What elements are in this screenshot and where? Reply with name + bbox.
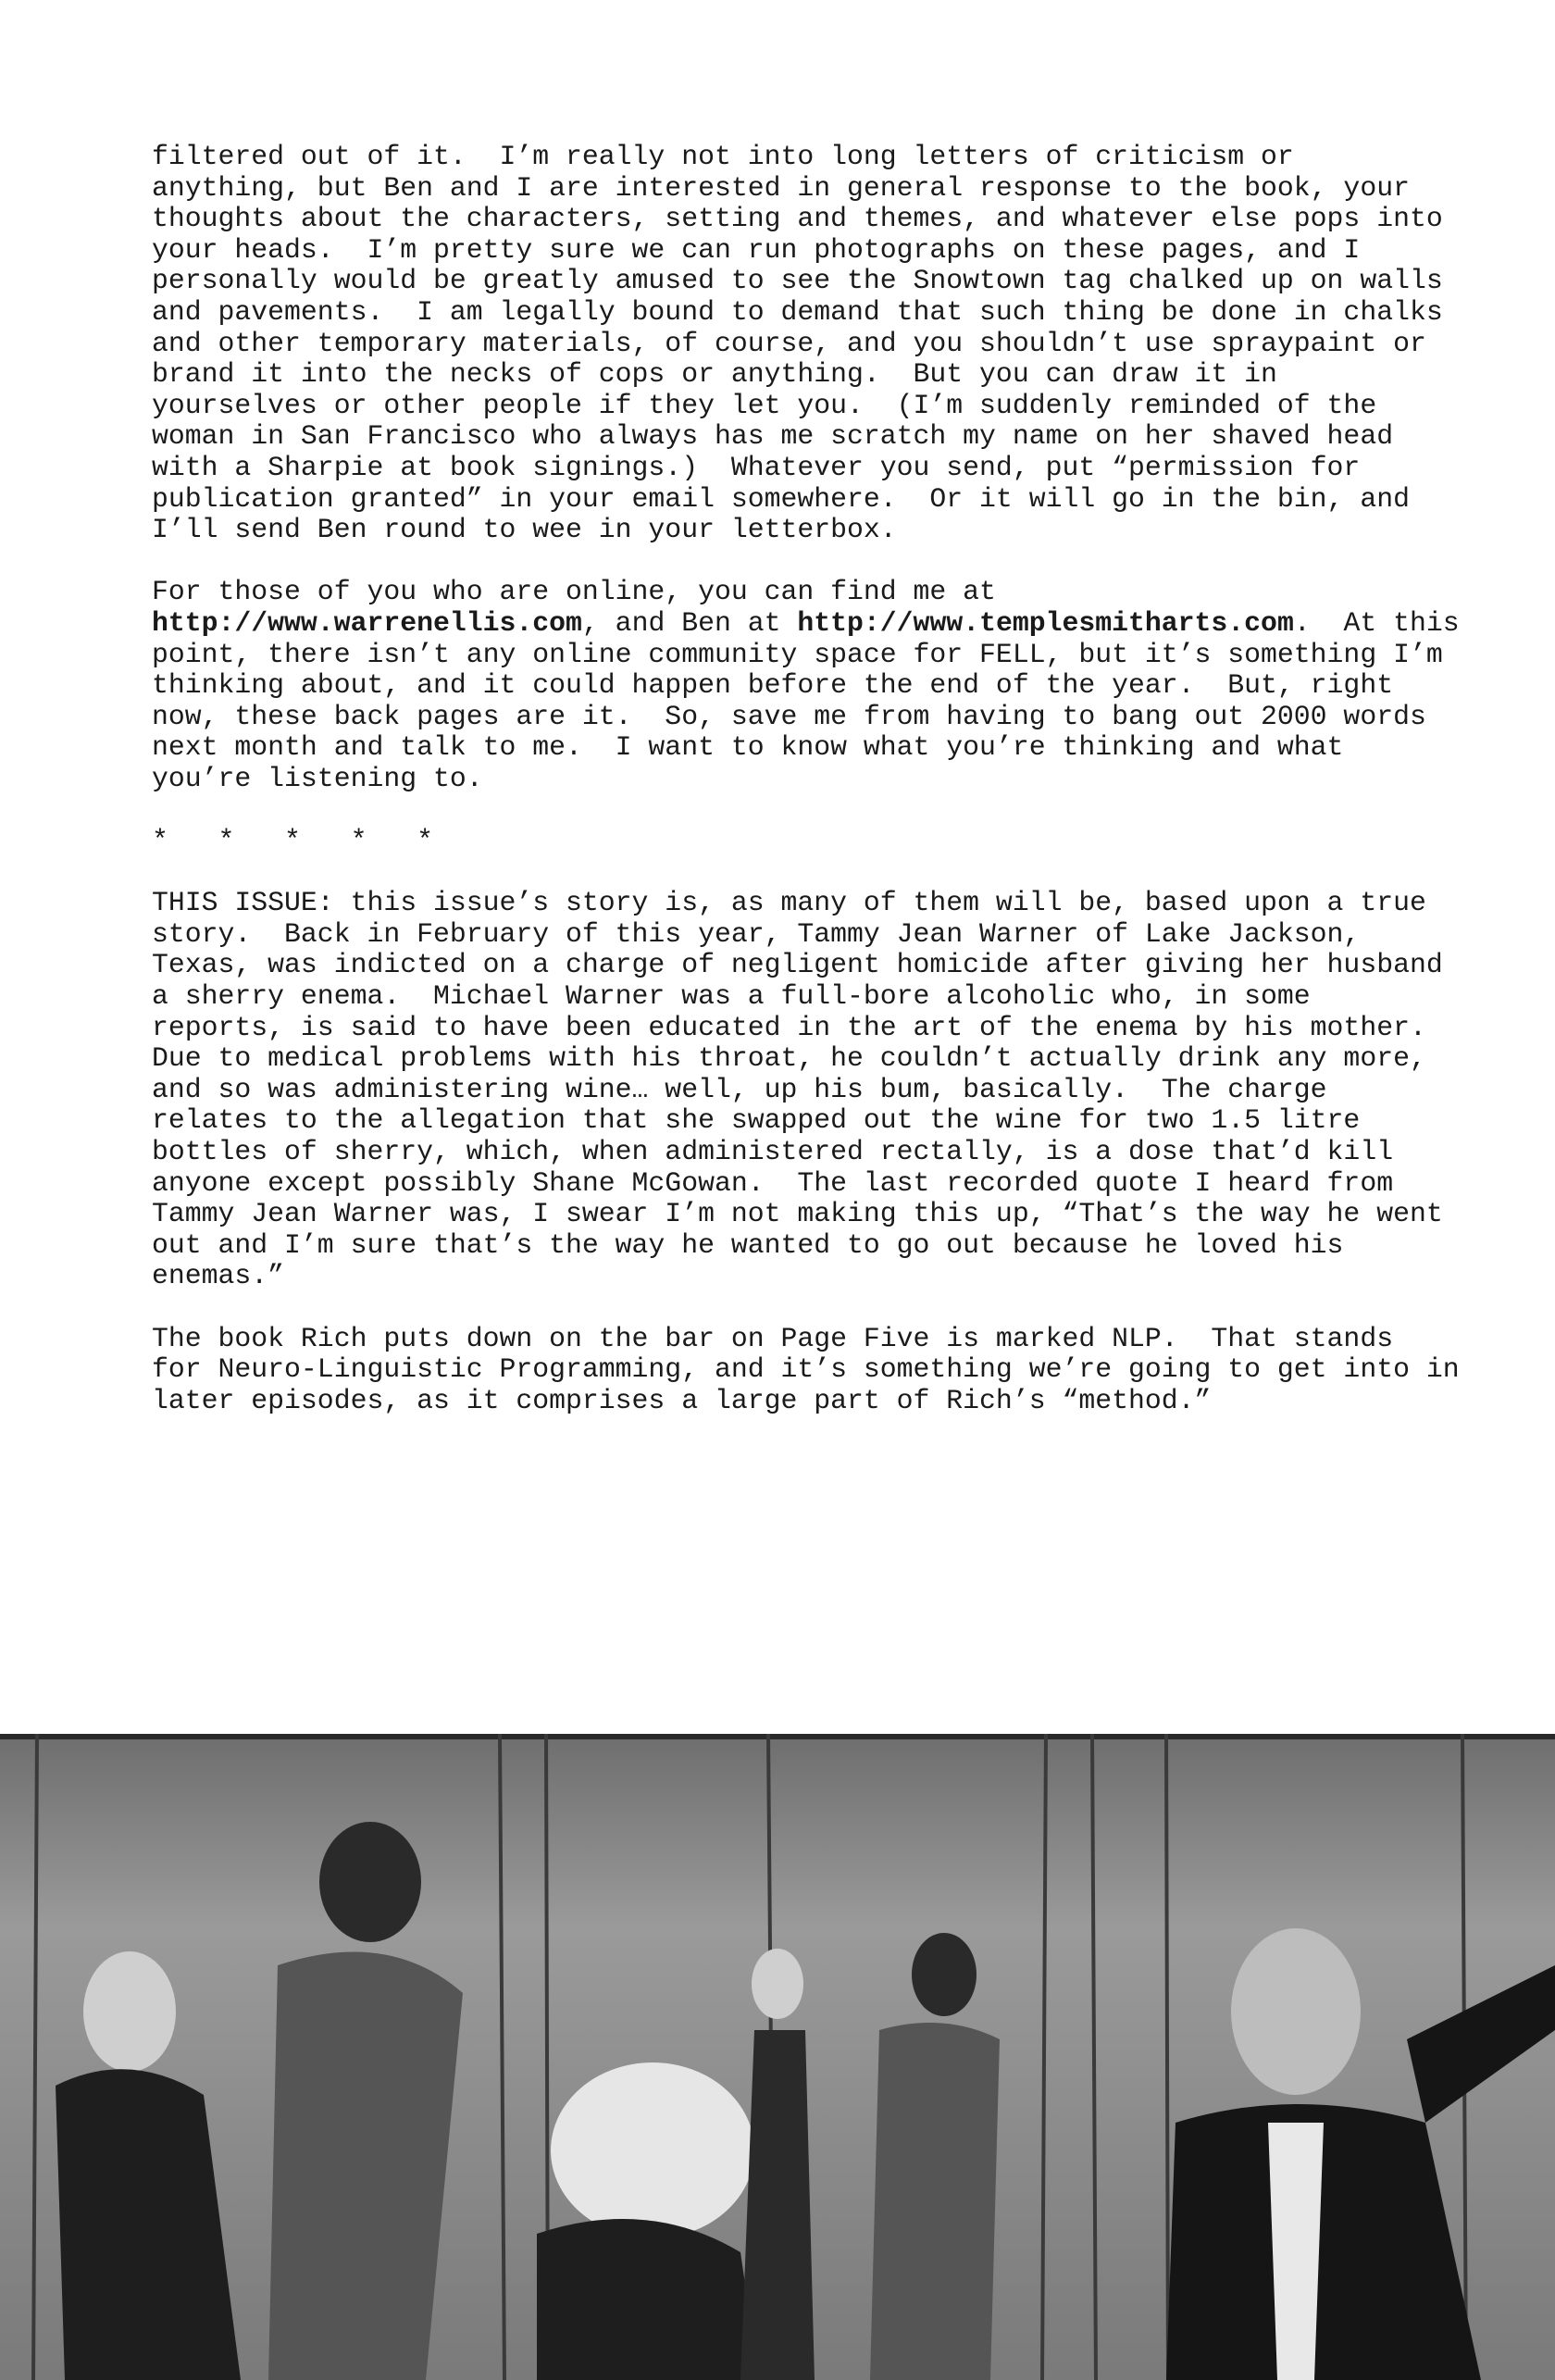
text-line: anyone except possibly Shane McGowan. The last recorded quote I heard from xyxy=(152,1166,1394,1199)
text-line: and so was administering wine… well, up his bum, basically. The charge xyxy=(152,1073,1327,1105)
text-line: yourselves or other people if they let you. (I’m suddenly reminded of the xyxy=(152,389,1377,421)
text-line: story. Back in February of this year, Tammy Jean Warner of Lake Jackson, xyxy=(152,917,1361,950)
text-line-with-links xyxy=(152,608,1540,640)
text-line: you’re listening to. xyxy=(152,762,483,794)
text-line: thoughts about the characters, setting and themes, and whatever else pops into xyxy=(152,203,1443,235)
text-line: enemas.” xyxy=(152,1260,285,1292)
text-line: bottles of sherry, which, when administered rectally, is a dose that’d kill xyxy=(152,1136,1394,1167)
text-line: anything, but Ben and I are interested in general response to the book, your xyxy=(152,171,1410,204)
text-line: Due to medical problems with his throat, he couldn’t actually drink any more, xyxy=(152,1042,1426,1075)
text-line: next month and talk to me. I want to know what you’re thinking and what xyxy=(152,731,1344,764)
text-fragment: . At this xyxy=(1293,606,1460,639)
text-line: out and I’m sure that’s the way he wanted to go out because he loved his xyxy=(152,1228,1344,1261)
paragraph-this-issue xyxy=(152,888,1540,1292)
letters-page-text xyxy=(152,142,1540,1416)
paragraph-online xyxy=(152,577,1540,794)
text-line: relates to the allegation that she swapped out the wine for two 1.5 litre xyxy=(152,1104,1361,1137)
text-line: and pavements. I am legally bound to demand that such thing be done in chalks xyxy=(152,295,1443,328)
text-line: now, these back pages are it. So, save me from having to bang out 2000 words xyxy=(152,700,1426,732)
paragraph-nlp xyxy=(152,1324,1540,1417)
text-line: publication granted” in your email somewhere. Or it will go in the bin, and xyxy=(152,482,1410,515)
paragraph-feedback-request xyxy=(152,142,1540,546)
templesmitharts-url: http://www.templesmitharts.com xyxy=(797,606,1294,639)
warrenellis-url: http://www.warrenellis.com xyxy=(152,606,582,639)
text-line: later episodes, as it comprises a large part of Rich’s “method.” xyxy=(152,1384,1212,1416)
text-line: filtered out of it. I’m really not into long letters of criticism or xyxy=(152,141,1294,172)
text-line: brand it into the necks of cops or anything. But you can draw it in xyxy=(152,358,1277,391)
text-line: THIS ISSUE: this issue’s story is, as many of them will be, based upon a true xyxy=(152,887,1426,919)
section-separator: * * * * * xyxy=(152,825,433,857)
text-line: thinking about, and it could happen before the end of the year. But, right xyxy=(152,669,1394,702)
text-line: For those of you who are online, you can find me at xyxy=(152,576,996,608)
text-line: reports, is said to have been educated in the art of the enema by his mother. xyxy=(152,1011,1426,1043)
text-line: Tammy Jean Warner was, I swear I’m not making this up, “That’s the way he went xyxy=(152,1198,1443,1230)
text-line: Texas, was indicted on a charge of negligent homicide after giving her husband xyxy=(152,949,1443,981)
text-fragment: , and Ben at xyxy=(581,606,798,639)
text-line: a sherry enema. Michael Warner was a full-bore alcoholic who, in some xyxy=(152,980,1311,1013)
text-line: and other temporary materials, of course, and you shouldn’t use spraypaint or xyxy=(152,327,1426,359)
text-line: for Neuro-Linguistic Programming, and it’s something we’re going to get into in xyxy=(152,1353,1460,1386)
text-line: with a Sharpie at book signings.) Whatever you send, put “permission for xyxy=(152,451,1361,483)
text-line: point, there isn’t any online community space for FELL, but it’s something I’m xyxy=(152,638,1443,670)
text-line: woman in San Francisco who always has me scratch my name on her shaved head xyxy=(152,420,1394,453)
text-line: The book Rich puts down on the bar on Page Five is marked NLP. That stands xyxy=(152,1322,1394,1354)
text-line: your heads. I’m pretty sure we can run photographs on these pages, and I xyxy=(152,233,1361,266)
text-line: I’ll send Ben round to wee in your letterbox. xyxy=(152,514,897,546)
comic-panel-artwork xyxy=(0,1734,1555,2380)
text-line: personally would be greatly amused to see the Snowtown tag chalked up on walls xyxy=(152,265,1443,297)
